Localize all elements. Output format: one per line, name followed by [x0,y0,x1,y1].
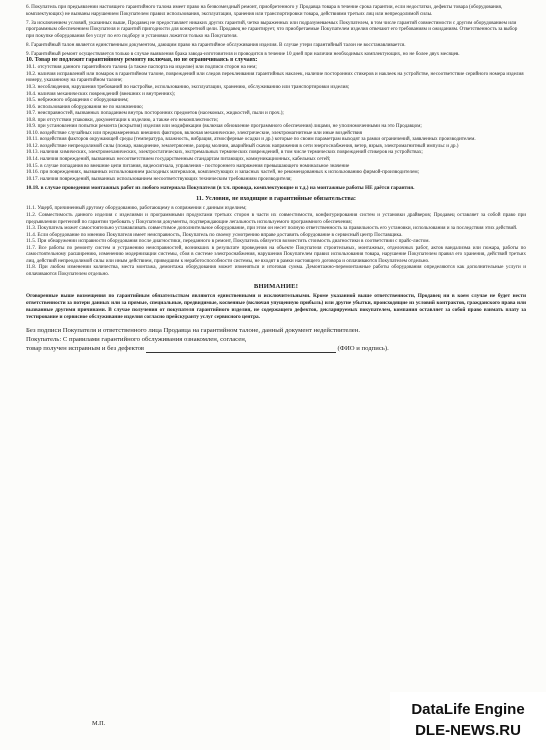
section-10-item: 10.7. неисправностей, вызванных попаданием внутрь посторонних предметов (насекомых, жидкостей, пыли и проч.); [26,110,284,117]
section-11-item: 11.7. Все работы по ремонту систем и устранению неисправностей, возникших в результате проведения на объекте Покупателя строительных, монтажных, отделочных работ, актов вандализма или пожара, работы по самостоятельному расширению, изменению модернизации системы, сбоя в системе электроснабжения, нарушения Покупателем правил использования товара, нарушение Покупателем правил его хранения, действий третьих лиц, действий непреодолимой силы или иным действием, приведшим к неработоспособности системы, не входят в рамки настоящего договора и оплачиваются Покупателем отдельно. [26,244,526,264]
section-10-item: 10.12. воздействие непреодолимой силы (пожар, наводнение, землетрясение, разряд молнии, аварийный скачок напряжения в сети энергоснабжения, ветер, взрыв, электромагнитный импульс и др.) [26,142,459,149]
term-9: 9. Гарантийный ремонт осуществляется только в случае выявления брака завода-изготовителя и проводится в течение 10 дней при наличии необходимых комплектующих, но не более двух месяцев. [26,50,460,57]
section-10-item: 10.6. использования оборудования не по назначению; [26,103,144,110]
term-8: 8. Гарантийный талон является единственным документом, дающим право на гарантийное обслуживания изделия. В случае утери гарантийный талон не восстанавливается. [26,41,406,48]
site-watermark [390,692,546,750]
signature-line-2-prefix: товар получен исправным и без дефектов [26,345,145,353]
section-10-item: 10.13. наличия химических, электромеханических, электростатических, экстремальных термических повреждений, в том числе термических повреждений стикеров на устройствах; [26,149,423,156]
section-11-item: 11.4. Если оборудование по мнению Покупателя имеет неисправность, Покупатель по своему усмотрению вправе доставить оборудование в сервисный центр Поставщика. [26,231,403,238]
section-10-item: 10.1. отсутствия данного гарантийного талона (а также паспорта на изделие) или подписи сторон на нем; [26,64,257,71]
section-10-item: 10.11. воздействия факторов окружающей среды (температура, влажность, вибрация, атмосферные осадки и др.) которые по своим параметрам выходят за рамки ограничений, заявленных производителем. [26,136,476,143]
section-10-item: 10.15. в случае попадания во внешние цепи питания, видеосигнала, управления - постороннего напряжения превышающего номинальное значение [26,162,350,169]
signature-blank-line [146,345,336,353]
section-11-title: 11. Условия, не входящие в гарантийные обязательства: [196,195,356,203]
warning-body: Оговоренные выше возмещения по гарантийным обязательствам являются единственными и исключительными. Кроме указанной выше ответственности, Продавец ни в коем случае не будет нести ответственности за потери данных или за прямые, специальные, предвидимые, косвенные (включая упущенную прибыль) или другие убытки, происходящие из условий контрактов, гражданского права или вызванные другими причинами. В случае получения от покупателя гарантийного изделия, не содержащего дефектов, декларируемых покупателем, компания оставляет за собой право взимать плату за тестирование и сервисное обслуживание изделия согласно прейскуранту услуг сервисного центра. [26,293,526,320]
section-10-list [26,64,526,182]
section-10-item: 10.4. наличия механических повреждений (внешних и внутренних); [26,90,176,97]
section-10-item: 10.16. при повреждениях, вызванных использованием расходных материалов, комплектующих и запасных частей, не рекомендованных к использованию фирмой-производителем; [26,169,420,176]
section-10-item: 10.10. воздействие случайных или преднамеренных внешних факторов, включая механические, электрические, электромагнитные или иные воздействия [26,129,363,136]
signature-notice: Без подписи Покупателя и ответственного лица Продавца на гарантийном талоне, данный документ недействителен. [26,327,361,335]
section-10-item: 10.14. наличия повреждений, вызванных несоответствием государственным стандартам питающих, коммуникационных, кабельных сетей; [26,155,331,162]
signature-line-1: Покупатель: С правилами гарантийного обслуживания ознакомлен, согласен, [26,336,247,344]
signature-line-2-suffix: (ФИО и подпись). [337,345,389,353]
section-10-heading: 10. Товар не подлежит гарантийному ремонту включая, но не ограничиваясь в случаях: [26,57,258,64]
signature-line-2 [26,344,526,353]
term-7: 7. За исключением условий, указанных выше, Продавец не предоставляет никаких других гарантий, четко выраженных или подразумеваемых Покупателем, в том числе гарантий совместимости с другим оборудованием или программным обеспечением Покупателя и гарантий пригодности для конкретной цели. Продавец не гарантирует, что приобретаемые Покупателем изделия отвечают его требованиям и ожиданиям. Ответственность за выбор при покупке оборудования без услуг по его подбору и установки ложится только на Покупателя. [26,19,518,39]
warranty-document [26,4,526,353]
section-10-item: 10.5. небрежного обращения с оборудованием; [26,97,129,104]
watermark-brand: DataLife Engine [411,701,525,718]
term-6: 6. Покупатель при предъявлении настоящего гарантийного талона имеет право на безвозмездный ремонт, приобретенного у Продавца товара в течение срока гарантии, если недостатки, дефекты товара (оборудования, комплектующих) не вызваны нарушением Покупателем правил использования, эксплуатации, хранения или транспортировки товара, действиями третьих лиц или непреодолимой силы. [26,4,503,17]
section-11-list [26,205,526,277]
section-10-note: 10.18. в случае проведения монтажных работ из любого материала Покупателя (в т.ч. провода, комплектующие и т.д.) на монтажные работы НЕ даётся гарантия. [26,184,415,191]
section-10-item: 10.9. при установлении попытки ремонта (вскрытия) изделия или модификации (включая обновление программного обеспечения) лицами, не уполномоченными на это Продавцом; [26,123,422,130]
section-11-item: 11.5. При обнаружении исправности оборудования после диагностики, переданного в ремонт, Покупатель обязуется возместить стоимость диагностики в соответствии с прайс-листом. [26,238,430,245]
watermark-site: DLE-NEWS.RU [415,722,521,739]
stamp-placeholder: М.П. [92,720,106,727]
section-10-item: 10.3. несоблюдения, нарушения требований по настройке, использованию, эксплуатации, хранению, обслуживанию или транспортировки изделия; [26,83,350,90]
section-10-item: 10.8. при отсутствии упаковки, документации к изделию, а также его некомплектности; [26,116,219,123]
warning-title: ВНИМАНИЕ! [253,283,299,291]
section-10-item: 10.17. наличия повреждений, вызванных использованием несоответствующих техническим требованиям производителя; [26,175,292,182]
section-11-item: 11.2. Совместимость данного изделия с изделиями и программными продуктами третьих сторон в части их совместимости, конфигурирования систем и установки драйверов; Продавец оставляет за собой право при предъявлении претензий по гарантии требовать у Покупателя документы, подтверждающие легальность используемого программного обеспечения; [26,212,526,225]
section-11-item: 11.1. Ущерб, причиненный другому оборудованию, работающему в сопряжении с данным изделием; [26,205,247,212]
section-10-item: 10.2. наличия исправлений или помарок в гарантийном талоне, повреждений или следов переклеивания гарантийных наклеек, наличие посторонних стикеров и наклеек на устройстве, несоответствие серийного номера изделия номеру, указанному на гарантийном талоне; [26,70,524,84]
section-11-item: 11.8. При любом изменении количества, места монтажа, демонтажа оборудования может изменяться и итоговая сумма. Демонтажно-перемонтажные работы оборудования определяются как дополнительные услуги и оплачиваются Покупателем отдельно. [26,264,526,277]
section-11-item: 11.3. Покупатель может самостоятельно устанавливать совместимое дополнительное оборудование, при этом он несет полную ответственность за правильность его установки, использования и за последствия этих действий. [26,225,518,232]
